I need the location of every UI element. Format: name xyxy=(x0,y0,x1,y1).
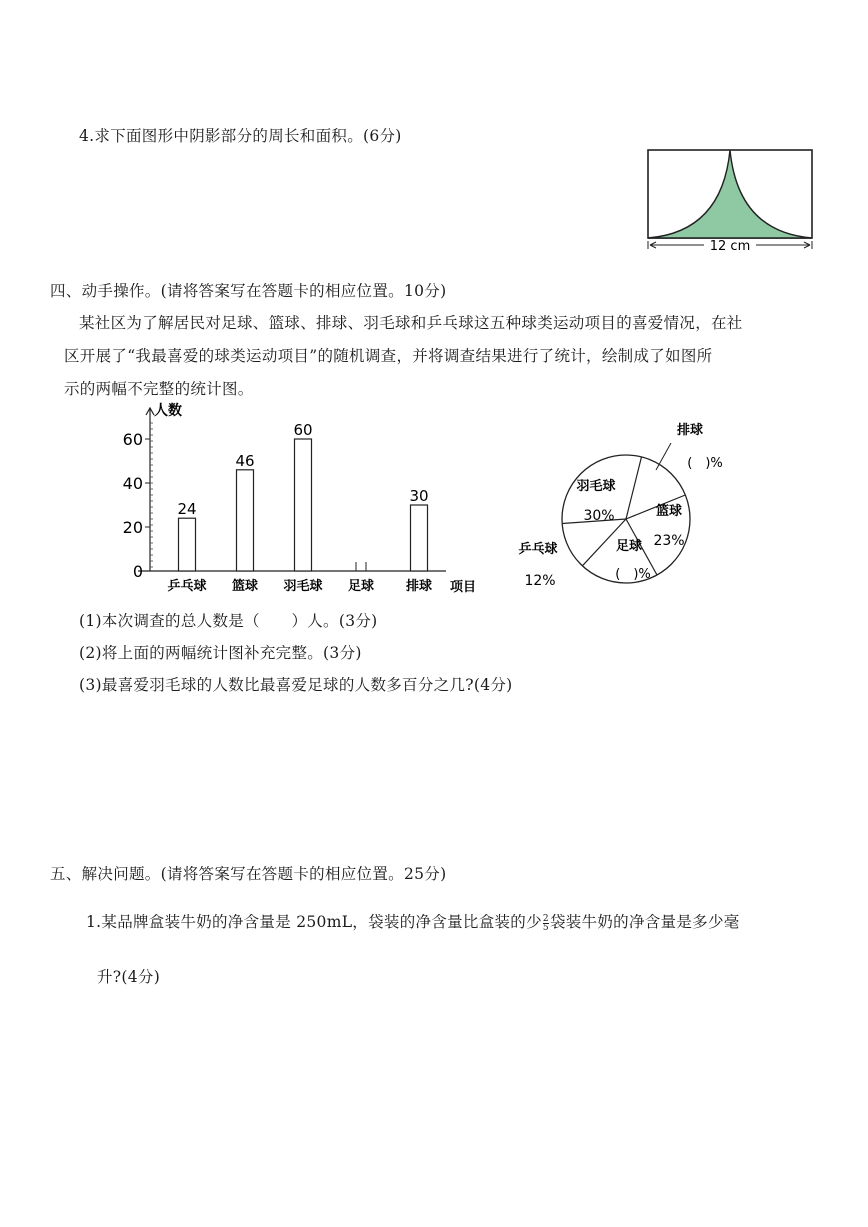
section5-q1-line2: 升?(4分) xyxy=(97,968,161,986)
bar xyxy=(179,518,196,571)
pie-label-badminton: 羽毛球 xyxy=(576,479,616,494)
pie-percent-volleyball: ( )% xyxy=(687,456,723,471)
bar xyxy=(295,439,312,571)
pie-percent-basketball: 23% xyxy=(653,533,685,549)
pie-percent-football: ( )% xyxy=(615,567,651,582)
q4-text: 4.求下面图形中阴影部分的周长和面积。(6分) xyxy=(79,127,402,145)
y-tick-label: 20 xyxy=(122,518,143,537)
q3-percent-question: (3)最喜爱羽毛球的人数比最喜爱足球的人数多百分之几?(4分) xyxy=(79,676,513,694)
section5-heading: 五、解决问题。(请将答案写在答题卡的相应位置。25分) xyxy=(50,865,447,883)
bar-chart xyxy=(110,398,480,598)
fraction xyxy=(543,915,549,932)
x-tick-label: 篮球 xyxy=(231,579,259,594)
section4-para-line1: 某社区为了解居民对足球、篮球、排球、羽毛球和乒乓球这五种球类运动项目的喜爱情况，在社 xyxy=(79,314,743,332)
pie-label-pingpong: 乒乓球 xyxy=(518,542,558,557)
bar-value-label: 24 xyxy=(177,500,197,519)
bar-value-label: 30 xyxy=(409,487,429,505)
x-tick-label: 排球 xyxy=(405,579,433,594)
q1-text-part1: 1.某品牌盒装牛奶的净含量是 250mL，袋装的净含量比盒装的少 xyxy=(86,913,542,931)
pie-chart xyxy=(505,412,735,597)
y-tick-label: 0 xyxy=(132,562,143,581)
bar-value-label: 60 xyxy=(293,421,313,439)
section4-heading: 四、动手操作。(请将答案写在答题卡的相应位置。10分) xyxy=(50,282,447,300)
fraction-numerator: 2 xyxy=(542,913,549,924)
y-tick-label: 40 xyxy=(122,474,143,493)
shaded-figure xyxy=(640,146,818,254)
pie-leader-line xyxy=(656,443,671,470)
section4-para-line2: 区开展了“我最喜爱的球类运动项目”的随机调查，并将调查结果进行了统计，绘制成了如图所 xyxy=(64,347,713,365)
q2-complete-charts: (2)将上面的两幅统计图补充完整。(3分) xyxy=(79,644,362,662)
x-tick-label: 足球 xyxy=(347,579,375,594)
pie-label-football: 足球 xyxy=(615,539,643,554)
bar xyxy=(411,505,428,571)
q1-total-question: (1)本次调查的总人数是（ ）人。(3分) xyxy=(79,612,378,630)
pie-percent-pingpong: 12% xyxy=(524,573,556,589)
y-axis-title: 人数 xyxy=(154,403,182,419)
x-tick-label: 乒乓球 xyxy=(167,579,207,594)
section4-para-line3: 示的两幅不完整的统计图。 xyxy=(64,380,254,398)
y-tick-label: 60 xyxy=(122,430,143,449)
fraction-denominator: 5 xyxy=(542,922,549,933)
pie-percent-badminton: 30% xyxy=(583,508,615,524)
x-axis-title: 项目 xyxy=(450,580,477,595)
x-tick-label: 羽毛球 xyxy=(283,579,323,594)
section5-q1-line1 xyxy=(86,910,740,932)
pie-label-basketball: 篮球 xyxy=(655,504,683,519)
bar xyxy=(237,470,254,571)
bar-value-label: 46 xyxy=(235,451,255,470)
pie-label-volleyball: 排球 xyxy=(676,423,704,438)
dimension-label: 12 cm xyxy=(709,239,751,254)
q1-text-part2: 袋装牛奶的净含量是多少毫 xyxy=(549,913,740,931)
